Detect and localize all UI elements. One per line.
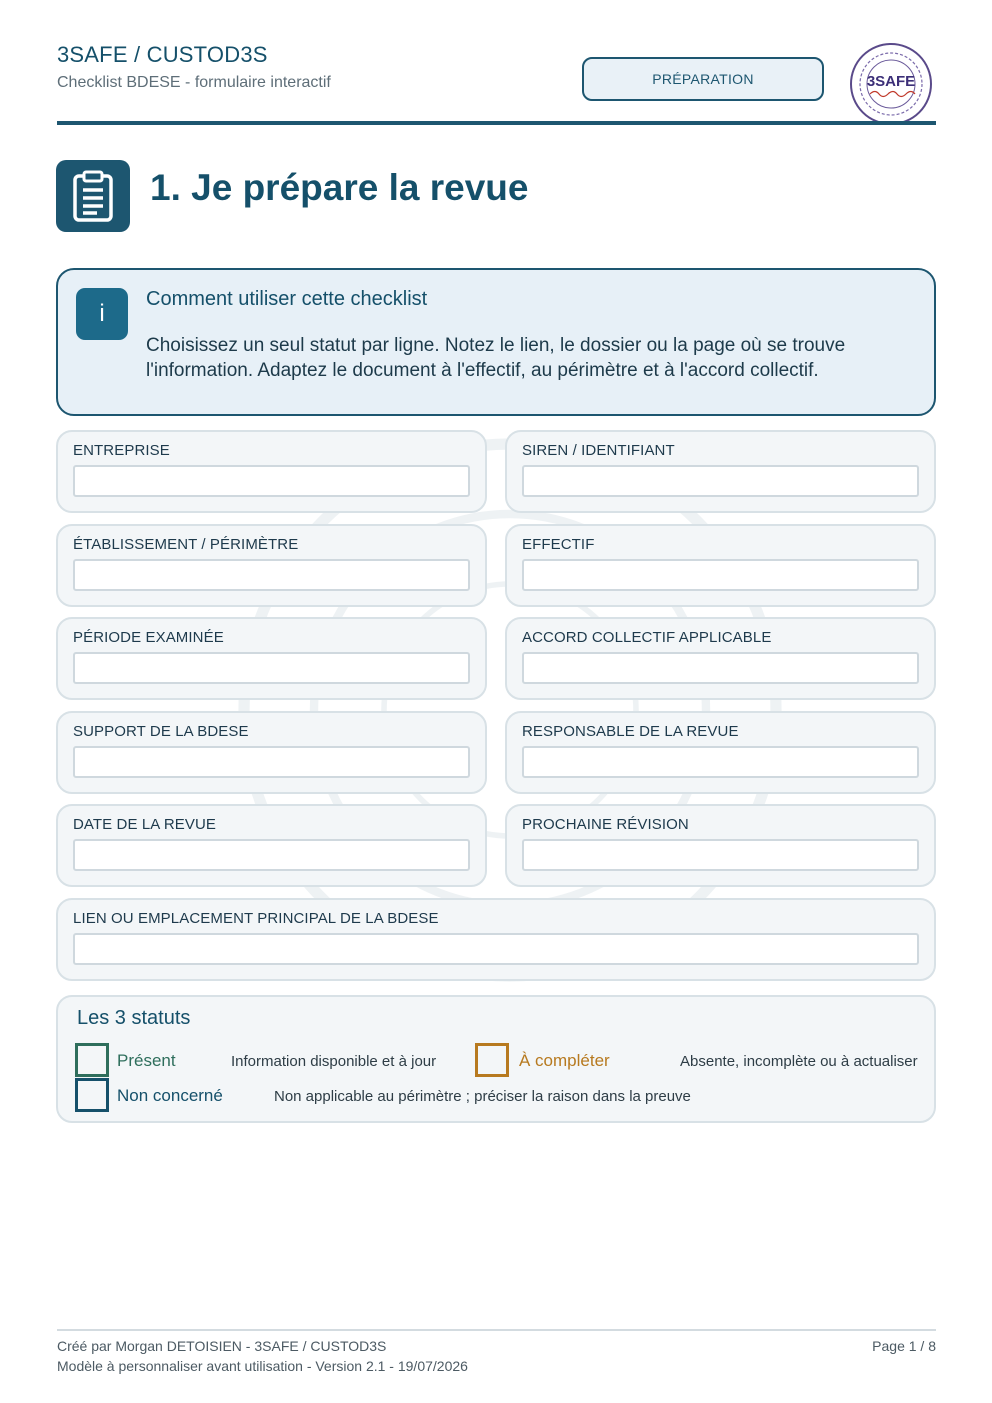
section-title: 1. Je prépare la revue: [150, 167, 529, 208]
brand-name: 3SAFE / CUSTOD3S: [57, 42, 268, 67]
field-card-support: [56, 711, 487, 794]
footer-version: Modèle à personnaliser avant utilisation - Version 2.1 - 19/07/2026: [57, 1358, 468, 1374]
periode-input[interactable]: [73, 652, 470, 684]
field-label: SIREN / IDENTIFIANT: [522, 442, 675, 459]
field-label: RESPONSABLE DE LA REVUE: [522, 723, 739, 740]
field-label: ACCORD COLLECTIF APPLICABLE: [522, 629, 772, 646]
field-label: PROCHAINE RÉVISION: [522, 816, 689, 833]
checkbox-complete-sample: [475, 1043, 509, 1077]
field-label: DATE DE LA REVUE: [73, 816, 217, 833]
field-label: EFFECTIF: [522, 536, 595, 553]
field-card-date: [56, 804, 487, 887]
lien-input[interactable]: [73, 933, 919, 965]
field-label: SUPPORT DE LA BDESE: [73, 723, 249, 740]
date-input[interactable]: [73, 839, 470, 871]
field-label: PÉRIODE EXAMINÉE: [73, 629, 224, 646]
info-icon: i: [76, 288, 128, 340]
accord-input[interactable]: [522, 652, 919, 684]
page-number: Page 1 / 8: [872, 1338, 936, 1354]
field-card-responsable: [505, 711, 936, 794]
field-card-periode: [56, 617, 487, 700]
support-input[interactable]: [73, 746, 470, 778]
field-card-accord: [505, 617, 936, 700]
checkbox-non-concerne-sample: [75, 1078, 109, 1112]
status-label-present: Présent: [117, 1051, 176, 1070]
status-label-complete: À compléter: [519, 1051, 610, 1070]
info-text: Choisissez un seul statut par ligne. Notez le lien, le dossier ou la page où se trouve l'information. Adaptez le document à l'effectif, au périmètre et à l'accord collectif.: [146, 335, 846, 381]
clipboard-icon: [56, 160, 130, 232]
field-card-entreprise: [56, 430, 487, 513]
checkbox-present-sample: [75, 1043, 109, 1077]
status-desc-present: Information disponible et à jour: [231, 1053, 437, 1070]
info-heading: Comment utiliser cette checklist: [146, 288, 428, 310]
footer-author: Créé par Morgan DETOISIEN - 3SAFE / CUSTOD3S: [57, 1338, 387, 1354]
header-divider: [57, 121, 936, 125]
status-label-non-concerne: Non concerné: [117, 1086, 223, 1105]
effectif-input[interactable]: [522, 559, 919, 591]
statuses-title: Les 3 statuts: [77, 1007, 191, 1029]
entreprise-input[interactable]: [73, 465, 470, 497]
field-card-effectif: [505, 524, 936, 607]
field-label: ENTREPRISE: [73, 442, 170, 459]
siren-input[interactable]: [522, 465, 919, 497]
field-label: LIEN OU EMPLACEMENT PRINCIPAL DE LA BDESE: [73, 910, 439, 927]
document-subtitle: Checklist BDESE - formulaire interactif: [57, 74, 331, 91]
field-card-lien: [56, 898, 936, 981]
company-seal-logo: [846, 42, 936, 126]
phase-badge: PRÉPARATION: [582, 57, 824, 101]
status-desc-non-concerne: Non applicable au périmètre ; préciser la raison dans la preuve: [274, 1088, 691, 1105]
field-card-revision: [505, 804, 936, 887]
status-desc-complete: Absente, incomplète ou à actualiser: [680, 1053, 918, 1070]
field-label: ÉTABLISSEMENT / PÉRIMÈTRE: [73, 536, 299, 553]
etablissement-input[interactable]: [73, 559, 470, 591]
field-card-siren: [505, 430, 936, 513]
svg-text:3SAFE: 3SAFE: [866, 73, 916, 90]
field-card-etablissement: [56, 524, 487, 607]
revision-input[interactable]: [522, 839, 919, 871]
responsable-input[interactable]: [522, 746, 919, 778]
footer-divider: [57, 1329, 936, 1331]
